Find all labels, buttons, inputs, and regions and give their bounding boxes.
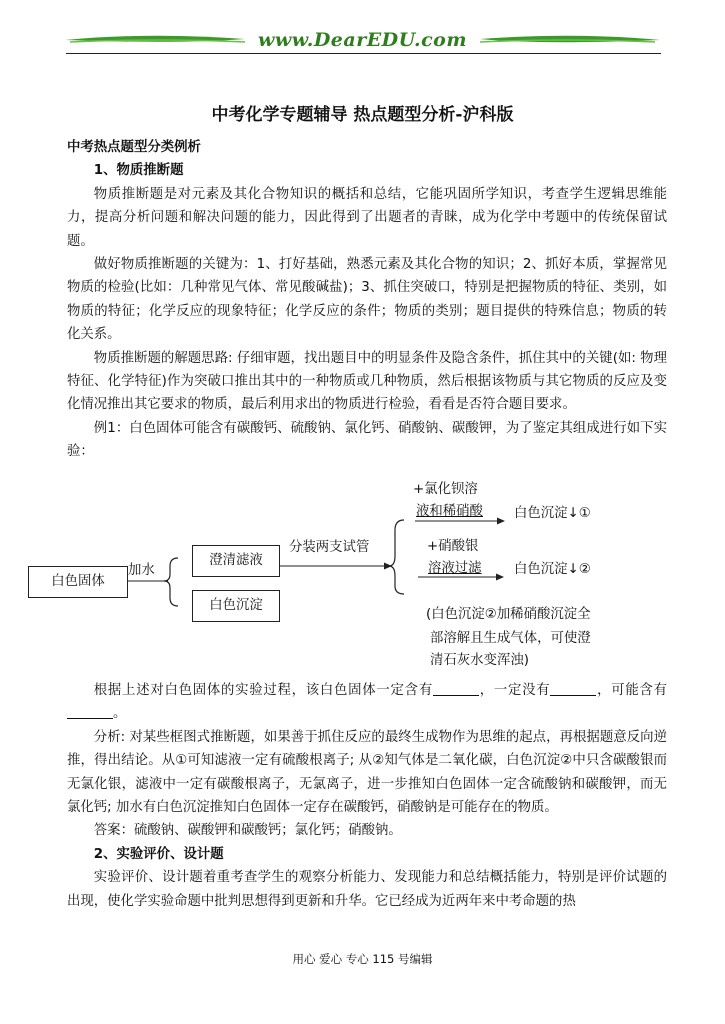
paragraph-2: 做好物质推断题的关键为：1、打好基础，熟悉元素及其化合物的知识；2、抓好本质，掌握常见物质的检验(比如：几种常见气体、常见酸碱盐)；3、抓住突破口，特别是把握物质的特征、类别，如物质的特征；化学反应的现象特征；化学反应的条件；物质的类别；题目提供的特殊信息；物质的转化关系。 [67,257,667,343]
analysis-paragraph: 分析: 对某些框图式推断题，如果善于抓住反应的最终生成物作为思维的起点，再根据题意反向逆推，得出结论。从①可知滤液一定有硫酸根离子; 从②知气体是二氧化碳，白色沉淀②中只含碳酸银而无氯化银，滤液中一定有碳酸根离子，无氯离子，进一步推知白色固体一定含硫酸钠和碳酸钾，而无氯化钙; 加水有白色沉淀推知白色固体一定存在碳酸钙，硝酸钠是可能存在的物质。 [67,729,667,816]
blank-3 [67,704,113,719]
example-1: 例1：白色固体可能含有碳酸钙、硫酸钠、氯化钙、硝酸钠、碳酸钾，为了鉴定其组成进行如下实验： [67,420,667,460]
reagent-2-line2: 溶液过滤 [428,561,482,576]
experiment-flow-diagram [0,478,725,678]
label-add-water: 加水 [128,563,155,578]
subsection-heading-1: 1、物质推断题 [93,163,184,179]
header-divider [66,53,661,54]
note-line-3: 清石灰水变浑浊) [430,653,529,668]
result-precipitate-1: 白色沉淀↓① [514,506,591,521]
label-split-tubes: 分装两支试管 [289,540,370,555]
subsection-heading-2: 2、实验评价、设计题 [93,846,224,862]
paragraph-4: 实验评价、设计题着重考查学生的观察分析能力、发现能力和总结概括能力，特别是评价试题的出现，使化学实验命题中批判思想得到更新和升华。它已经成为近两年来中考命题的热 [67,870,667,909]
page-footer: 用心 爱心 专心 115 号编辑 [292,952,433,966]
blank-1 [433,681,479,696]
answer-paragraph: 答案：硫酸钠、碳酸钾和碳酸钙；氯化钙；硝酸钠。 [93,823,402,839]
reagent-1-line2: 液和稀硝酸 [416,504,483,519]
paragraph-1: 物质推断题是对元素及其化合物知识的概括和总结，它能巩固所学知识，考查学生逻辑思维能力，提高分析问题和解决问题的能力，因此得到了出题者的青睐，成为化学中考题中的传统保留试题。 [67,186,667,249]
question-fill-blank: 根据上述对白色固体的实验过程，该白色固体一定含有 ，一定没有 ，可能含有。 [67,679,667,726]
note-line-1: (白色沉淀②加稀硝酸沉淀全 [426,607,591,622]
box-white-solid: 白色固体 [28,566,128,598]
reagent-1-line1: +氯化钡溶 [413,482,478,497]
result-precipitate-2: 白色沉淀↓② [514,562,591,577]
blank-2 [550,681,596,696]
box-clear-filtrate: 澄清滤液 [192,545,280,577]
box-white-precipitate: 白色沉淀 [192,590,280,622]
note-line-2: 部溶解且生成气体，可使澄 [430,631,591,646]
paragraph-3: 物质推断题的解题思路: 仔细审题，找出题目中的明显条件及隐含条件，抓住其中的关键(如: 物理特征、化学特征)作为突破口推出其中的一种物质或几种物质，然后根据该物质与其它物质的反应及变化情况推出其它要求的物质，最后利用求出的物质进行检验，看看是否符合题目要求。 [67,350,667,413]
page-title: 中考化学专题辅导 热点题型分析-沪科版 [211,105,514,125]
section-heading: 中考热点题型分类例析 [67,140,201,155]
document-body [67,136,667,464]
document-body-continued [67,679,667,913]
reagent-2-line1: +硝酸银 [427,539,479,554]
header-site-logo: www.DearEDU.com [258,29,467,51]
